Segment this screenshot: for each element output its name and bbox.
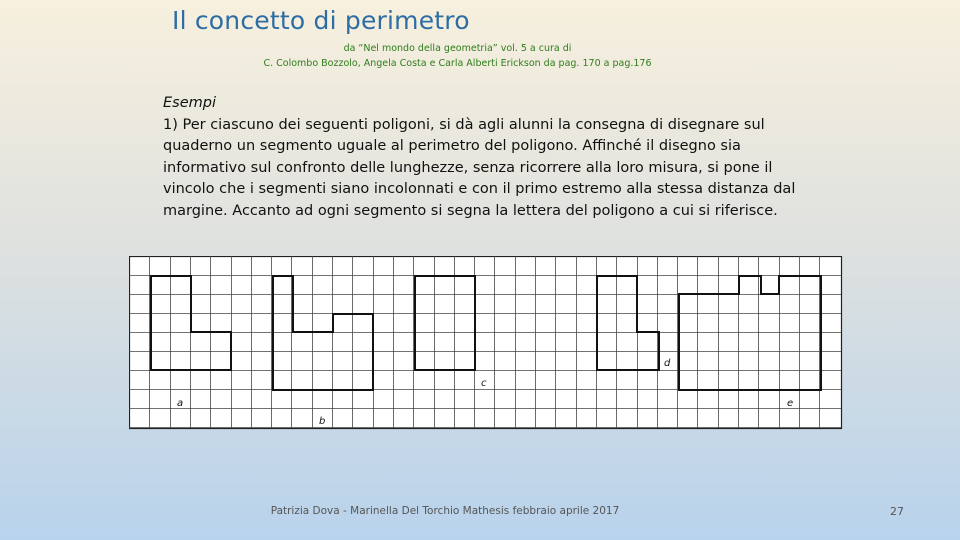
source-citation [200,41,715,71]
exercise-paragraph: 1) Per ciascuno dei seguenti poligoni, si dà agli alunni la consegna di disegnare sul quaderno un segmento uguale al perimetro del poligono. Affinché il disegno sia informativo sul confronto delle lunghezze, senza ricorrere alla loro misura, si pone il vincolo che i segmenti siano incolonnati e con il primo estremo alla stessa distanza dal margine. Accanto ad ogni segmento si segna la lettera del poligono a cui si riferisce. [163,116,796,219]
polygon-grid [129,256,843,434]
exercise-text [163,93,813,223]
examples-heading: Esempi [163,95,216,111]
page-number: 27 [890,505,904,518]
source-citation-line1: da “Nel mondo della geometria” vol. 5 a cura di [343,43,572,54]
label-d: d [664,358,671,369]
label-a: a [177,398,184,409]
squared-paper-figure [129,256,843,430]
slide-title: Il concetto di perimetro [172,6,470,35]
label-b: b [319,416,326,427]
label-c: c [481,378,487,389]
label-e: e [787,398,794,409]
grid-border [130,257,842,429]
source-citation-line2: C. Colombo Bozzolo, Angela Costa e Carla Alberti Erickson da pag. 170 a pag.176 [263,58,652,69]
slide-footer: Patrizia Dova - Marinella Del Torchio Mathesis febbraio aprile 2017 [270,505,620,517]
